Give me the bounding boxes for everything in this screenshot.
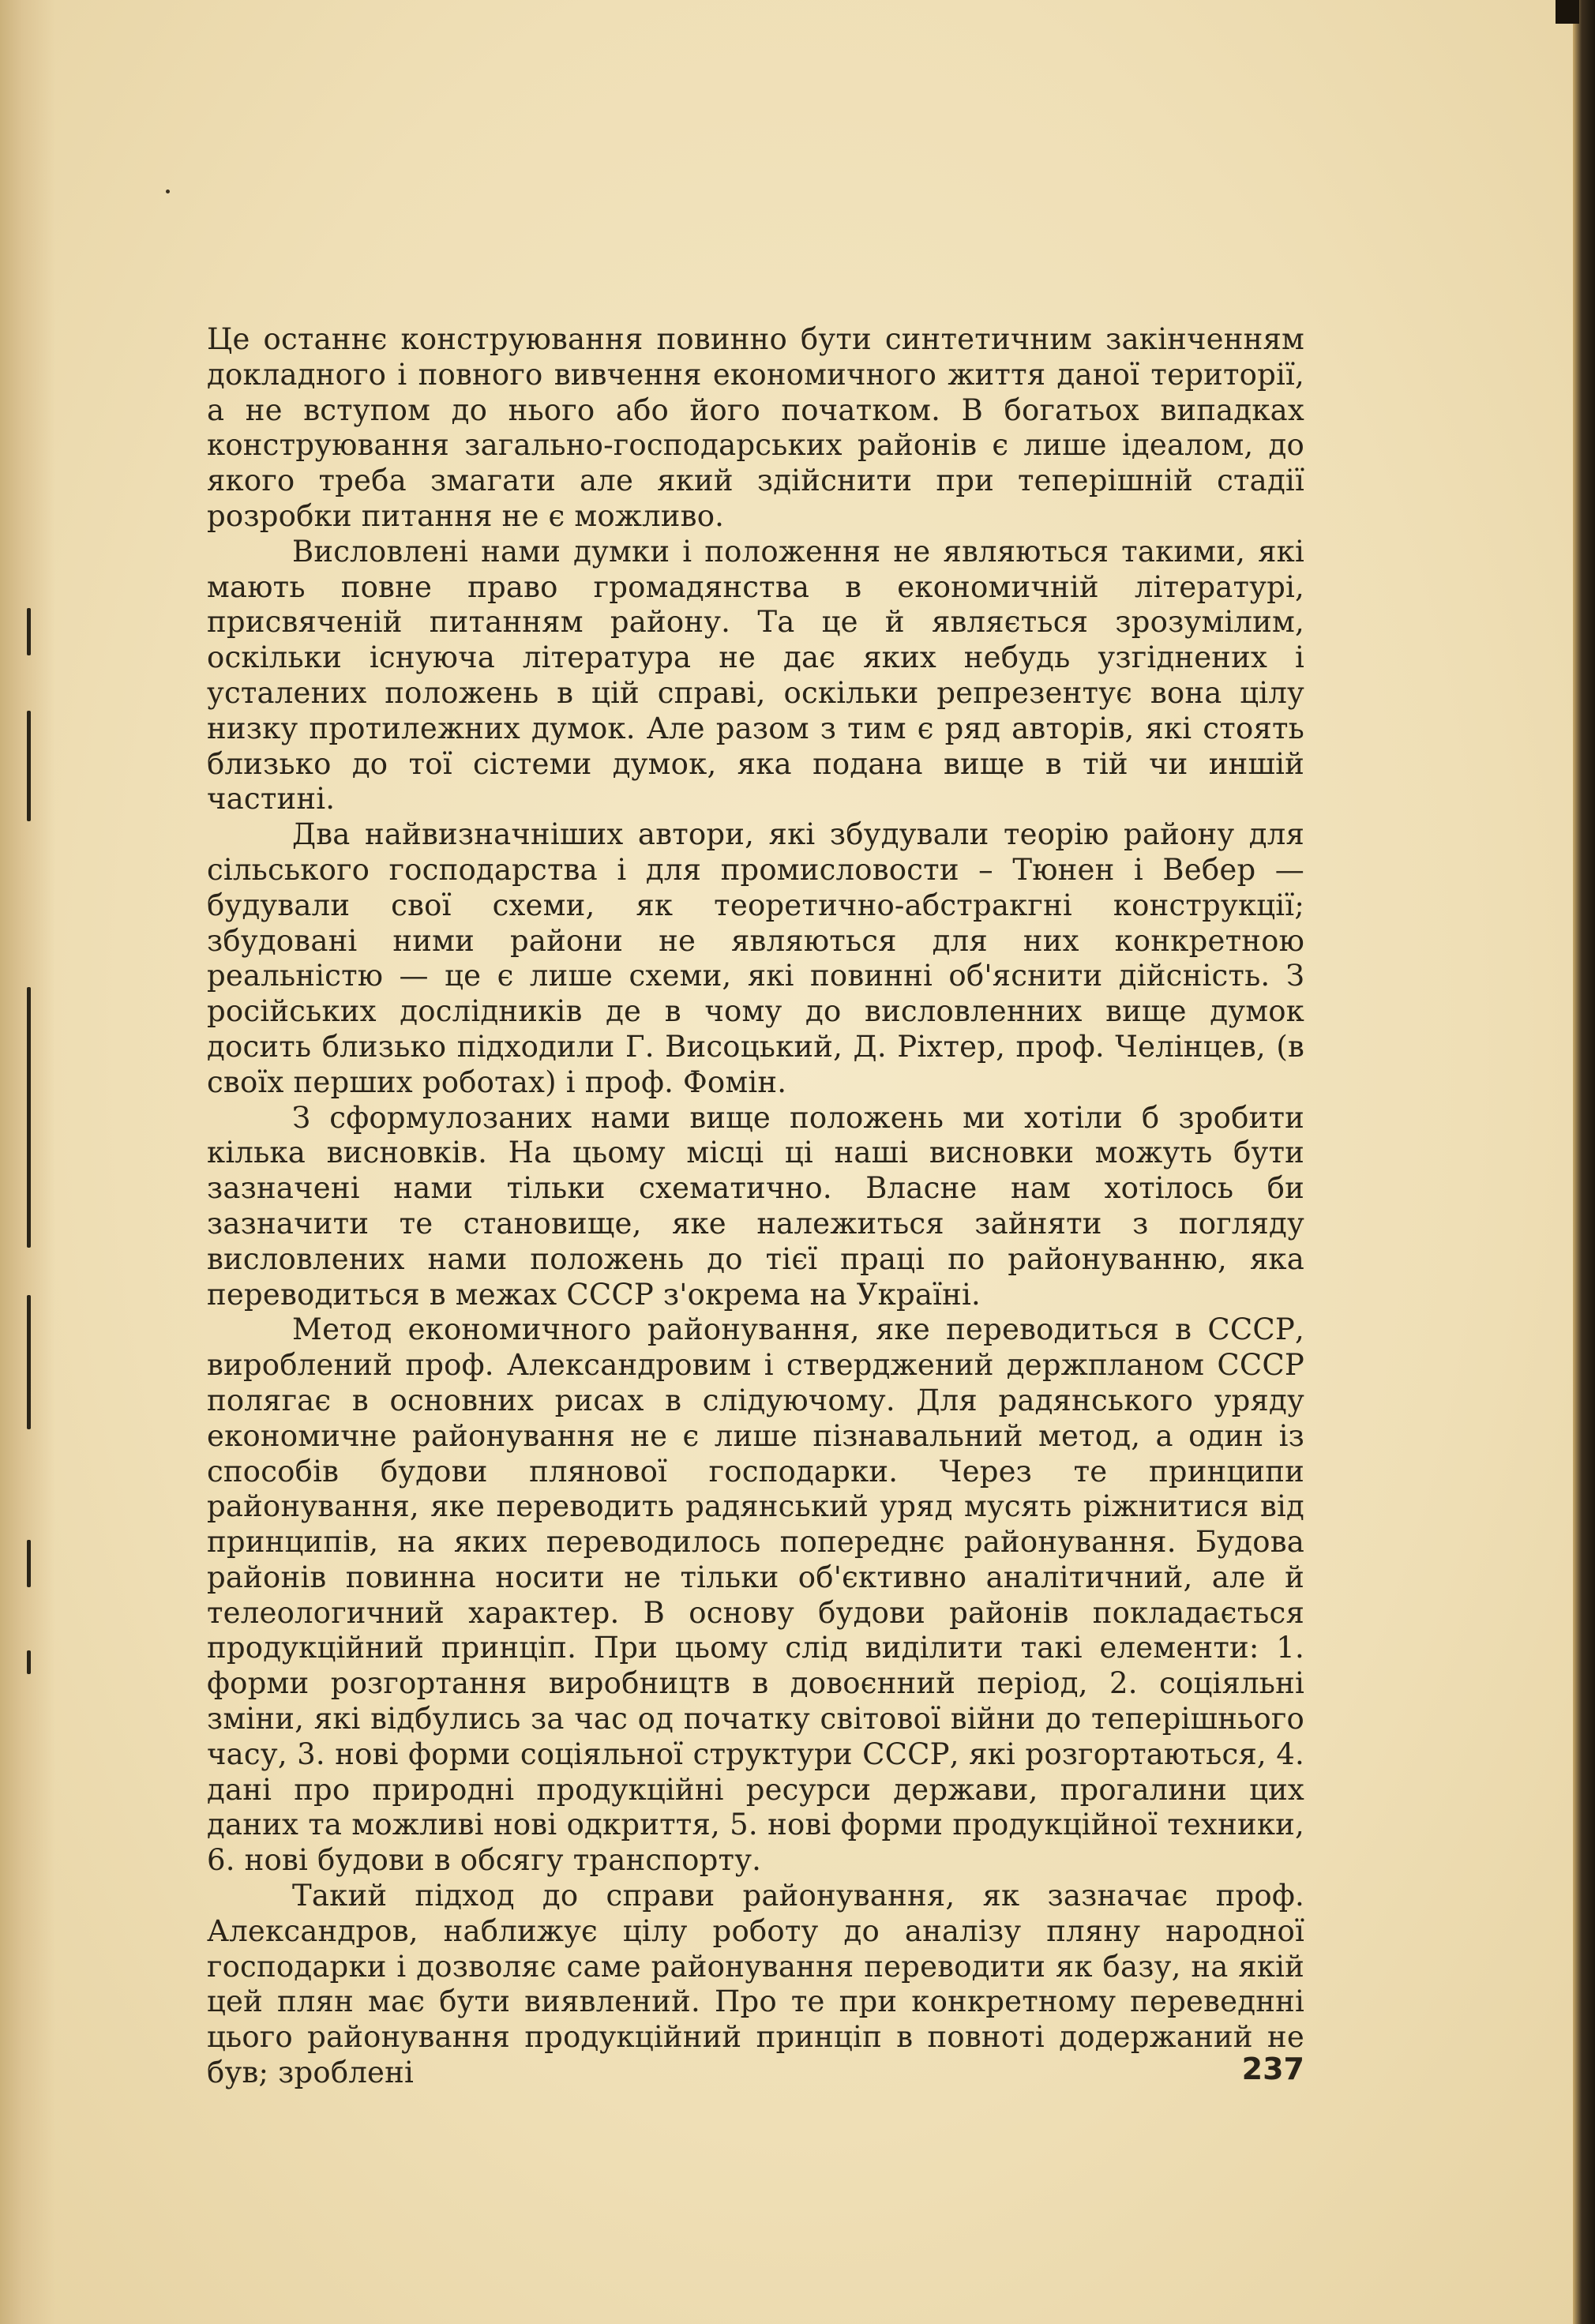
paper-speck	[166, 190, 170, 193]
paragraph: Висловлені нами думки і положення не являються такими, які мають повне право громадянства в економичній літературі, присвяченій питанням району. Та це й являється зрозумілим, оскільки існуюча література не дає яких небудь узгіднених і усталених положень в цій справі, оскільки репрезентує вона цілу низку протилежних думок. Але разом з тим є ряд авторів, які стоять близько до тої сістеми думок, яка подана вище в тій чи иншій частині.	[207, 534, 1304, 817]
gutter-mark	[27, 987, 31, 1248]
paragraph: Два найвизначніших автори, які збудували теорію району для сільського господарства і для промисловости – Тюнен і Вебер — будували свої схеми, як теоретично-абстракгні конструкції; збудовані ними райони не являються для них конкретною реальністю — це є лише схеми, які повинні об'яснити дійсність. З російських дослідників де в чому до висловленних вище думок досить близько підходили Г. Висоцький, Д. Ріхтер, проф. Челінцев, (в своїх перших роботах) і проф. Фомін.	[207, 817, 1304, 1099]
gutter-mark	[27, 608, 31, 655]
page-right-edge	[1573, 0, 1595, 2324]
paragraph: З сформулозаних нами вище положень ми хотіли б зробити кілька висновків. На цьому місці ці наші висновки можуть бути зазначені нами тільки схематично. Власне нам хотілось би зазначити те становище, яке належиться зайняти з погляду висловлених нами положень до тієї праці по районуванню, яка переводиться в межах СССР з'окрема на Україні.	[207, 1100, 1304, 1312]
page-corner	[1556, 0, 1579, 24]
paragraph: Це останнє конструювання повинно бути синтетичним закінченням докладного і повного вивчення економичного життя даної території, а не вступом до нього або його початком. В богатьох випадках конструювання загально-господарських районів є лише ідеалом, до якого треба змагати але який здійснити при теперішній стадії розробки питання не є можливо.	[207, 322, 1304, 533]
gutter-mark	[27, 1295, 31, 1429]
gutter-mark	[27, 1540, 31, 1587]
body-text	[207, 322, 1304, 2091]
gutter-mark	[27, 711, 31, 821]
paragraph: Метод економичного районування, яке переводиться в СССР, вироблений проф. Александровим і стверджений держпланом СССР полягає в основних рисах в слідуючому. Для радянського уряду економичне районування не є лише пізнавальний метод, а один із способів будови плянової господарки. Через те принципи районування, яке переводить радянський уряд мусять ріжнитися від принципів, на яких переводилось попереднє районування. Будова районів повинна носити не тільки об'єктивно аналітичний, але й телеологичний характер. В основу будови районів покладається продукційний принціп. При цьому слід виділити такі елементи: 1. форми розгортання виробництв в довоєнний період, 2. соціяльні зміни, які відбулись за час од початку світової війни до теперішнього часу, 3. нові форми соціяльної структури СССР, які розгортаються, 4. дані про природні продукційні ресурси держави, прогалини цих даних та можливі нові одкриття, 5. нові форми продукційної техники, 6. нові будови в обсягу транспорту.	[207, 1312, 1304, 1878]
page-number: 237	[1241, 2052, 1304, 2086]
paragraph: Такий підход до справи районування, як зазначає проф. Александров, наближує цілу роботу до аналізу пляну народної господарки і дозволяє саме районування переводити як базу, на якій цей плян має бути виявлений. Про те при конкретному переведнні цього районування продукційний принціп в повноті додержаний не був; зроблені	[207, 1879, 1304, 2090]
gutter-mark	[27, 1650, 31, 1674]
